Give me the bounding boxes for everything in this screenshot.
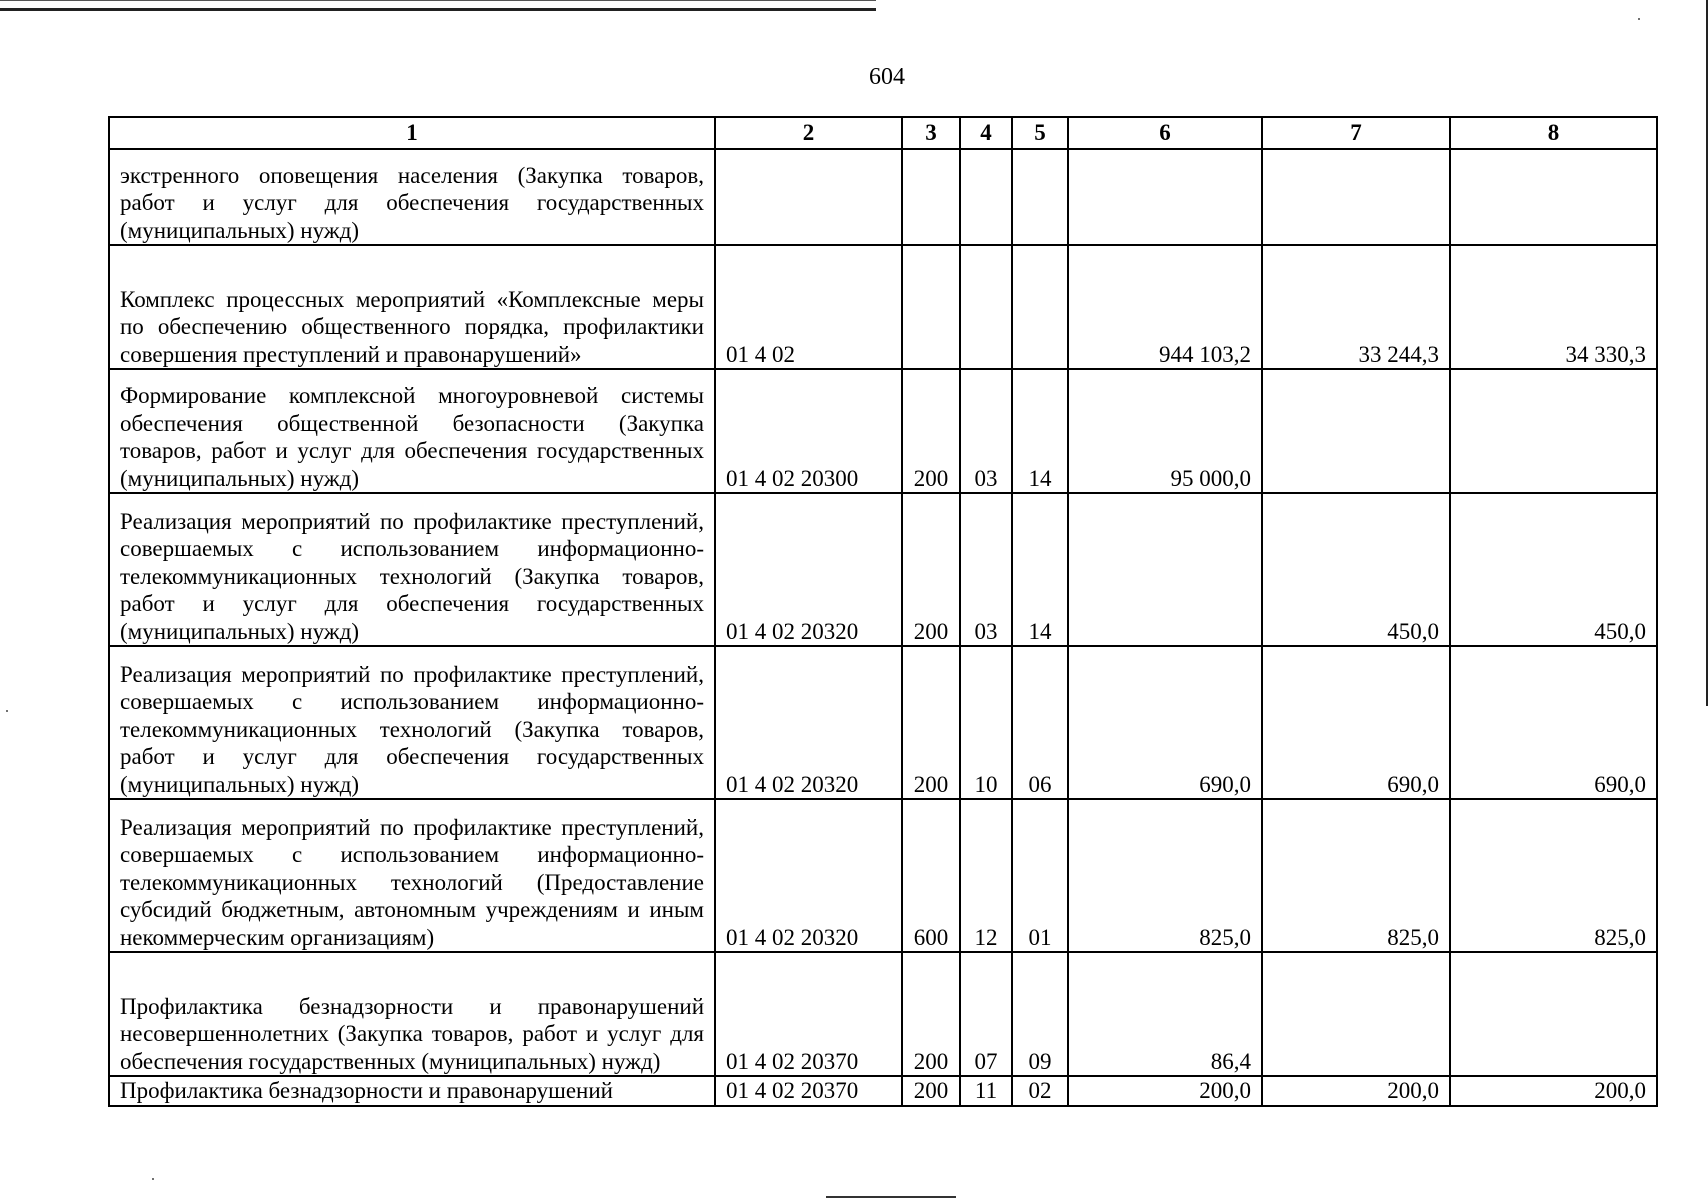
subsection-code: 02 (1012, 1076, 1068, 1106)
amount-col8: 450,0 (1450, 493, 1657, 646)
table-row (109, 245, 1657, 369)
amount-col7: 450,0 (1262, 493, 1450, 646)
amount-col8: 690,0 (1450, 646, 1657, 799)
scan-edge-line (826, 1196, 956, 1198)
amount-col8: 200,0 (1450, 1076, 1657, 1106)
column-header: 2 (715, 117, 902, 149)
row-name: Формирование комплексной многоуровневой системы обеспечения общественной безопасности (Закупка товаров, работ и услуг для обеспечения государственных (муниципальных) нужд) (109, 369, 715, 493)
table-row (109, 1076, 1657, 1106)
expense-type: 200 (902, 952, 960, 1076)
expense-type (902, 245, 960, 369)
column-header: 7 (1262, 117, 1450, 149)
scan-speck (6, 710, 8, 712)
target-code: 01 4 02 20370 (715, 952, 902, 1076)
subsection-code: 01 (1012, 799, 1068, 952)
subsection-code: 14 (1012, 493, 1068, 646)
target-code: 01 4 02 20300 (715, 369, 902, 493)
row-name: Профилактика безнадзорности и правонарушений несовершеннолетних (Закупка товаров, работ и услуг для обеспечения государственных (муниципальных) нужд) (109, 952, 715, 1076)
column-header: 1 (109, 117, 715, 149)
amount-col7: 690,0 (1262, 646, 1450, 799)
expense-type: 200 (902, 369, 960, 493)
amount-col6 (1068, 149, 1262, 245)
row-name: Реализация мероприятий по профилактике преступлений, совершаемых с использованием информационно-телекоммуникационных технологий (Закупка товаров, работ и услуг для обеспечения государственных (муниципальных) нужд) (109, 646, 715, 799)
row-name: экстренного оповещения населения (Закупка товаров, работ и услуг для обеспечения государственных (муниципальных) нужд) (109, 149, 715, 245)
section-code: 12 (960, 799, 1012, 952)
amount-col6: 944 103,2 (1068, 245, 1262, 369)
column-header: 4 (960, 117, 1012, 149)
section-code: 10 (960, 646, 1012, 799)
section-code: 07 (960, 952, 1012, 1076)
table-row (109, 369, 1657, 493)
row-name: Профилактика безнадзорности и правонарушений (109, 1076, 715, 1106)
subsection-code (1012, 245, 1068, 369)
expense-type: 200 (902, 646, 960, 799)
section-code: 03 (960, 493, 1012, 646)
table-row (109, 493, 1657, 646)
subsection-code: 09 (1012, 952, 1068, 1076)
amount-col7 (1262, 952, 1450, 1076)
target-code: 01 4 02 20370 (715, 1076, 902, 1106)
amount-col6: 825,0 (1068, 799, 1262, 952)
amount-col8: 825,0 (1450, 799, 1657, 952)
section-code: 03 (960, 369, 1012, 493)
column-header: 3 (902, 117, 960, 149)
amount-col7: 200,0 (1262, 1076, 1450, 1106)
subsection-code: 14 (1012, 369, 1068, 493)
amount-col7: 825,0 (1262, 799, 1450, 952)
target-code: 01 4 02 20320 (715, 493, 902, 646)
table-row (109, 646, 1657, 799)
table-row (109, 952, 1657, 1076)
table-row (109, 799, 1657, 952)
table-row (109, 149, 1657, 245)
expense-type: 200 (902, 493, 960, 646)
subsection-code (1012, 149, 1068, 245)
amount-col6: 690,0 (1068, 646, 1262, 799)
target-code: 01 4 02 20320 (715, 646, 902, 799)
page-number: 604 (869, 64, 905, 90)
column-header: 6 (1068, 117, 1262, 149)
budget-table (108, 116, 1658, 1107)
section-code: 11 (960, 1076, 1012, 1106)
scan-speck (1638, 18, 1640, 20)
scan-edge-line (0, 8, 876, 11)
amount-col8 (1450, 369, 1657, 493)
section-code (960, 149, 1012, 245)
section-code (960, 245, 1012, 369)
expense-type: 200 (902, 1076, 960, 1106)
header-row (109, 117, 1657, 149)
amount-col7 (1262, 149, 1450, 245)
scan-edge-line (0, 0, 876, 1)
column-header: 5 (1012, 117, 1068, 149)
row-name: Реализация мероприятий по профилактике преступлений, совершаемых с использованием информационно-телекоммуникационных технологий (Предоставление субсидий бюджетным, автономным учреждениям и иным некоммерческим организациям) (109, 799, 715, 952)
expense-type: 600 (902, 799, 960, 952)
scan-speck (152, 1178, 154, 1180)
amount-col8 (1450, 952, 1657, 1076)
amount-col8: 34 330,3 (1450, 245, 1657, 369)
column-header: 8 (1450, 117, 1657, 149)
subsection-code: 06 (1012, 646, 1068, 799)
row-name: Комплекс процессных мероприятий «Комплексные меры по обеспечению общественного порядка, профилактики совершения преступлений и правонарушений» (109, 245, 715, 369)
amount-col6: 200,0 (1068, 1076, 1262, 1106)
row-name: Реализация мероприятий по профилактике преступлений, совершаемых с использованием информационно-телекоммуникационных технологий (Закупка товаров, работ и услуг для обеспечения государственных (муниципальных) нужд) (109, 493, 715, 646)
target-code: 01 4 02 20320 (715, 799, 902, 952)
amount-col7 (1262, 369, 1450, 493)
amount-col8 (1450, 149, 1657, 245)
amount-col7: 33 244,3 (1262, 245, 1450, 369)
target-code: 01 4 02 (715, 245, 902, 369)
expense-type (902, 149, 960, 245)
amount-col6: 95 000,0 (1068, 369, 1262, 493)
amount-col6: 86,4 (1068, 952, 1262, 1076)
target-code (715, 149, 902, 245)
amount-col6 (1068, 493, 1262, 646)
